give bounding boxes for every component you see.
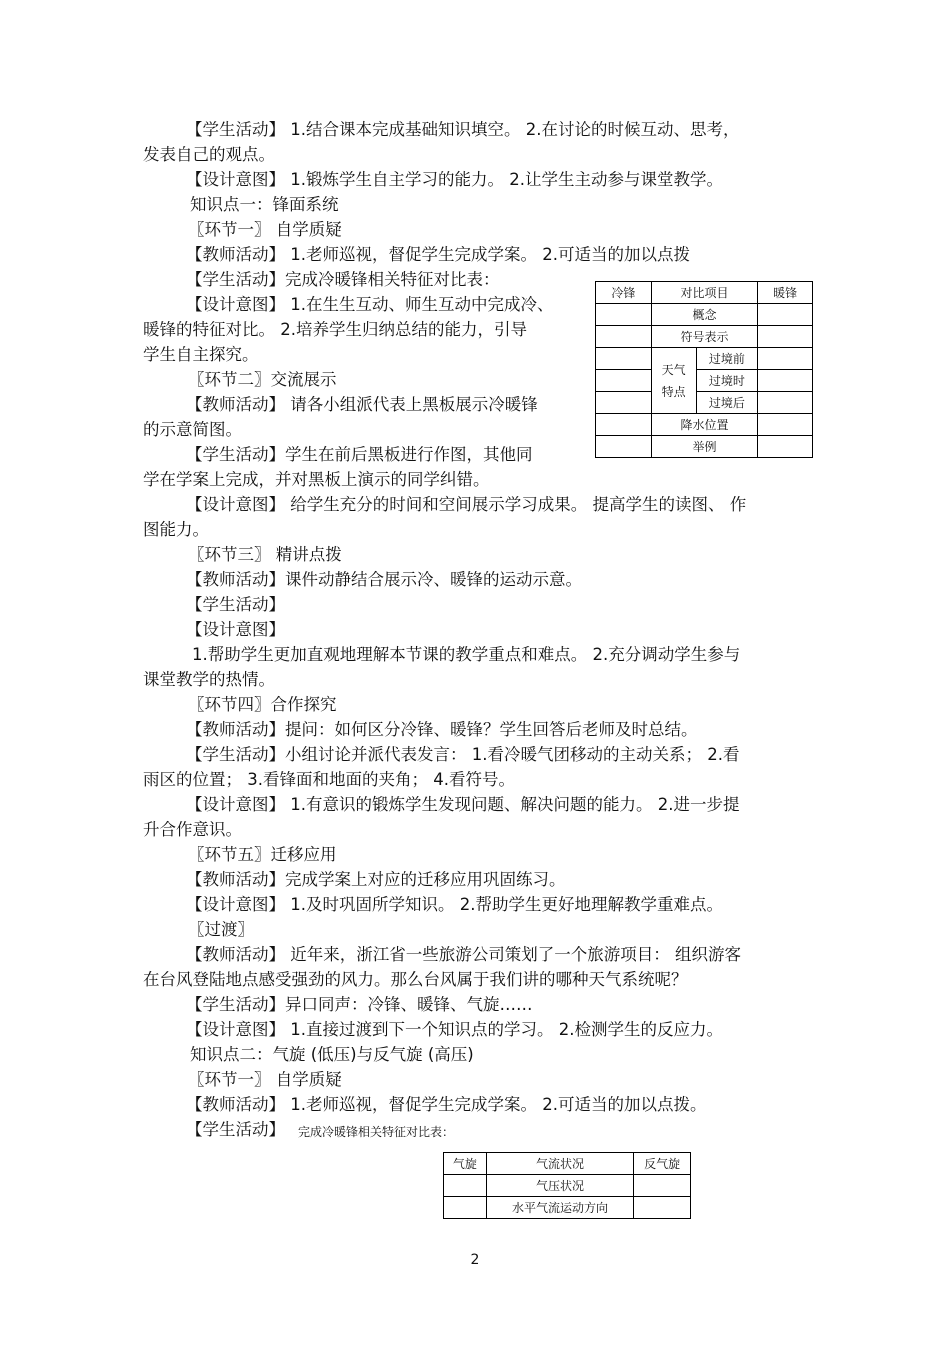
- text-line: 【设计意图】 1.锻炼学生自主学习的能力。 2.让学生主动参与课堂教学。: [186, 170, 723, 189]
- table-cell: [758, 436, 813, 458]
- step-heading: 〖环节一〗 自学质疑: [188, 220, 342, 239]
- text-line: 【教师活动】 近年来，浙江省一些旅游公司策划了一个旅游项目： 组织游客: [186, 945, 741, 964]
- table-row: [596, 436, 813, 458]
- table-cell: 气压状况: [486, 1175, 633, 1197]
- table-cell: [758, 348, 813, 370]
- text-line: 【学生活动】学生在前后黑板进行作图，其他同: [186, 445, 533, 464]
- table-row: [444, 1197, 691, 1219]
- table-row: [444, 1153, 691, 1175]
- text-line: 升合作意识。: [143, 820, 242, 839]
- table-cell: [596, 348, 652, 370]
- text-line: 暖锋的特征对比。 2.培养学生归纳总结的能力，引导: [143, 320, 527, 339]
- text-line: 学在学案上完成，并对黑板上演示的同学纠错。: [143, 470, 490, 489]
- table-row: [444, 1175, 691, 1197]
- table-cell: 过境前: [696, 348, 758, 370]
- table-header-cell: 冷锋: [596, 282, 652, 304]
- table-cell: [758, 370, 813, 392]
- table-cell: [634, 1197, 691, 1219]
- table-cell: 过境后: [696, 392, 758, 414]
- text-line: 【设计意图】 给学生充分的时间和空间展示学习成果。 提高学生的读图、 作: [186, 495, 747, 514]
- table-cell: [758, 304, 813, 326]
- step-heading: 〖环节五〗迁移应用: [188, 845, 337, 864]
- table-cell: [596, 326, 652, 348]
- table-cell: 举例: [651, 436, 758, 458]
- table-cell: [596, 370, 652, 392]
- text-line: 【设计意图】 1.有意识的锻炼学生发现问题、解决问题的能力。 2.进一步提: [186, 795, 740, 814]
- text-line: 课堂教学的热情。: [143, 670, 275, 689]
- table-cell: [758, 414, 813, 436]
- cell-label: 特点: [661, 384, 686, 399]
- table-row: [596, 348, 813, 370]
- table-row: [596, 370, 813, 392]
- section-heading: 知识点一：锋面系统: [190, 195, 339, 214]
- text-line: 【学生活动】 1.结合课本完成基础知识填空。 2.在讨论的时候互动、思考，: [186, 120, 740, 139]
- text-line: 【教师活动】 1.老师巡视，督促学生完成学案。 2.可适当的加以点拨。: [186, 1095, 707, 1114]
- page-number: 2: [470, 1252, 480, 1268]
- table-row: [596, 326, 813, 348]
- front-comparison-table: [595, 281, 813, 458]
- step-heading: 〖环节一〗 自学质疑: [188, 1070, 342, 1089]
- table-cell: [596, 436, 652, 458]
- text-line: 1.帮助学生更加直观地理解本节课的教学重点和难点。 2.充分调动学生参与: [192, 645, 741, 664]
- table-header-cell: 对比项目: [651, 282, 758, 304]
- table-cell: [596, 414, 652, 436]
- table-cell: 过境时: [696, 370, 758, 392]
- text-line: 发表自己的观点。: [143, 145, 275, 164]
- text-line: 【教师活动】课件动静结合展示冷、暖锋的运动示意。: [186, 570, 582, 589]
- step-heading: 〖环节四〗合作探究: [188, 695, 337, 714]
- table-cell: [596, 304, 652, 326]
- step-heading: 〖环节二〗交流展示: [188, 370, 337, 389]
- text-line: 【学生活动】异口同声：冷锋、暖锋、气旋……: [186, 995, 533, 1014]
- text-line: 【教师活动】提问：如何区分冷锋、暖锋？学生回答后老师及时总结。: [186, 720, 698, 739]
- text-line: 【教师活动】 1.老师巡视，督促学生完成学案。 2.可适当的加以点拨: [186, 245, 690, 264]
- table-row: [596, 392, 813, 414]
- text-line: 【学生活动】小组讨论并派代表发言： 1.看冷暖气团移动的主动关系； 2.看: [186, 745, 740, 764]
- section-heading: 知识点二：气旋 (低压)与反气旋 (高压): [190, 1045, 474, 1064]
- table-cell: [758, 392, 813, 414]
- text-line: 【设计意图】 1.在生生互动、师生互动中完成冷、: [186, 295, 554, 314]
- text-line: 图能力。: [143, 520, 209, 539]
- table-cell: 降水位置: [651, 414, 758, 436]
- table-cell: [596, 392, 652, 414]
- cyclone-comparison-table: [443, 1152, 691, 1219]
- table-row: [596, 414, 813, 436]
- table-header-cell: 暖锋: [758, 282, 813, 304]
- table-cell: [444, 1175, 487, 1197]
- table-cell: [758, 326, 813, 348]
- table-cell: [444, 1197, 487, 1219]
- small-note: 完成冷暖锋相关特征对比表：: [298, 1125, 455, 1139]
- text-line: 【设计意图】 1.及时巩固所学知识。 2.帮助学生更好地理解教学重难点。: [186, 895, 723, 914]
- text-line: 【教师活动】 请各小组派代表上黑板展示冷暖锋: [186, 395, 538, 414]
- table-header-cell: 反气旋: [634, 1153, 691, 1175]
- text-line: 的示意简图。: [143, 420, 242, 439]
- text-line: 【学生活动】完成冷暖锋相关特征对比表：: [186, 270, 500, 289]
- table-cell: [634, 1175, 691, 1197]
- text-line: 在台风登陆地点感受强劲的风力。那么台风属于我们讲的哪种天气系统呢？: [143, 970, 688, 989]
- table-row: [596, 282, 813, 304]
- text-line: 学生自主探究。: [143, 345, 259, 364]
- table-header-cell: 气旋: [444, 1153, 487, 1175]
- text-line: 【学生活动】: [186, 595, 285, 614]
- table-cell-weather-feature: [651, 348, 696, 414]
- step-heading: 〖环节三〗 精讲点拨: [188, 545, 342, 564]
- table-cell: 符号表示: [651, 326, 758, 348]
- cell-label: 天气: [661, 362, 686, 377]
- table-cell: 水平气流运动方向: [486, 1197, 633, 1219]
- text-line: 【设计意图】 1.直接过渡到下一个知识点的学习。 2.检测学生的反应力。: [186, 1020, 723, 1039]
- text-line: 【学生活动】: [186, 1120, 285, 1139]
- table-cell: 概念: [651, 304, 758, 326]
- text-line: 【教师活动】完成学案上对应的迁移应用巩固练习。: [186, 870, 566, 889]
- text-line: 【设计意图】: [186, 620, 285, 639]
- text-line: 雨区的位置； 3.看锋面和地面的夹角； 4.看符号。: [143, 770, 515, 789]
- table-row: [596, 304, 813, 326]
- table-header-cell: 气流状况: [486, 1153, 633, 1175]
- step-heading: 〖过渡〗: [188, 920, 254, 939]
